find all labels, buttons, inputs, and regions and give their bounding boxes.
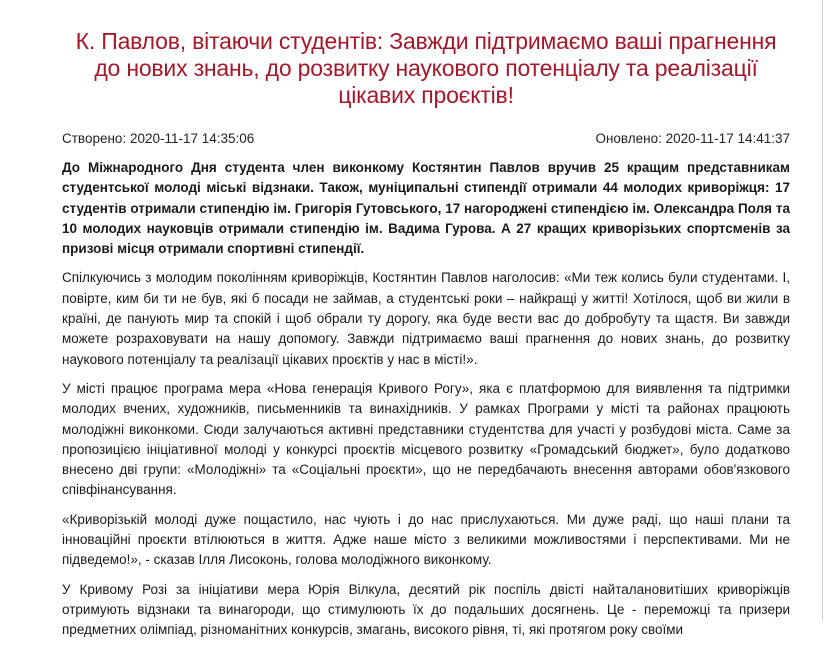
lead-paragraph: До Міжнародного Дня студента член виконкому Костянтин Павлов вручив 25 кращим представникам студентської молоді міські відзнаки. Також, муніципальні стипендії отримали 44 молодих криворіжця: 17 студентів отримали стипендію ім. Григорія Гутовського, 17 нагороджені стипендією ім. Олександра Поля та 10 молодих науковців отримали стипендію ім. Вадима Гурова. А 27 кращих криворізьких спортсменів за призові місця отримали спортивні стипендії. [62, 160, 790, 257]
article-title: К. Павлов, вітаючи студентів: Завжди підтримаємо ваші прагнення до нових знань, до розвитку наукового потенціалу та реалізації цікавих проєктів! [75, 28, 777, 108]
paragraph: У Кривому Розі за ініціативи мера Юрія Вілкула, десятий рік поспіль двісті найталановитіших криворіжців отримують відзнаки та винагороди, що стимулюють їх до подальших досягнень. Це - переможці та призери предметних олімпіад, різноманітних конкурсів, змагань, високого рівня, ті, які протягом року своїми [62, 581, 790, 638]
paragraph: У місті працює програма мера «Нова генерація Кривого Рогу», яка є платформою для виявлення та підтримки молодих вчених, художників, письменників та винахідників. У рамках Програми у місті та районах працюють молодіжні виконкоми. Сюди залучаються активні представники студентства для участі у розбудові міста. Саме за пропозицією ініціативної молоді у конкурсі проєктів місцевого розвитку «Громадський бюджет», було додатково внесено дві групи: «Молодіжні» та «Соціальні проєкти», що не передбачають внесення авторами обов'язкового співфінансування. [62, 380, 790, 498]
article-body [62, 158, 790, 641]
paragraph: «Криворізькій молоді дуже пощастило, нас чують і до нас прислухаються. Ми дуже раді, що наші плани та інноваційні проєкти втілюються в життя. Адже наше місто з великими можливостями і перспективами. Ми не підведемо!», - сказав Ілля Лисоконь, голова молодіжного виконкому. [62, 511, 790, 568]
created-date: Створено: 2020-11-17 14:35:06 [62, 131, 255, 146]
paragraph: Спілкуючись з молодим поколінням криворіжців, Костянтин Павлов наголосив: «Ми теж колись були студентами. І, повірте, ким би ти не був, які б посади не займав, а студентські роки – найкращі у житті! Хотілося, щоб ви жили в країні, де панують мир та спокій і щоб обрали ту дорогу, яка буде вести вас до добробуту та щастя. Ви завжди можете розраховувати на нашу допомогу. Завжди підтримаємо ваші прагнення до нових знань, до розвитку наукового потенціалу та реалізації цікавих проєктів у нас в місті!». [62, 270, 790, 367]
article [62, 28, 790, 650]
updated-date: Оновлено: 2020-11-17 14:41:37 [595, 131, 790, 146]
article-meta [62, 131, 790, 147]
